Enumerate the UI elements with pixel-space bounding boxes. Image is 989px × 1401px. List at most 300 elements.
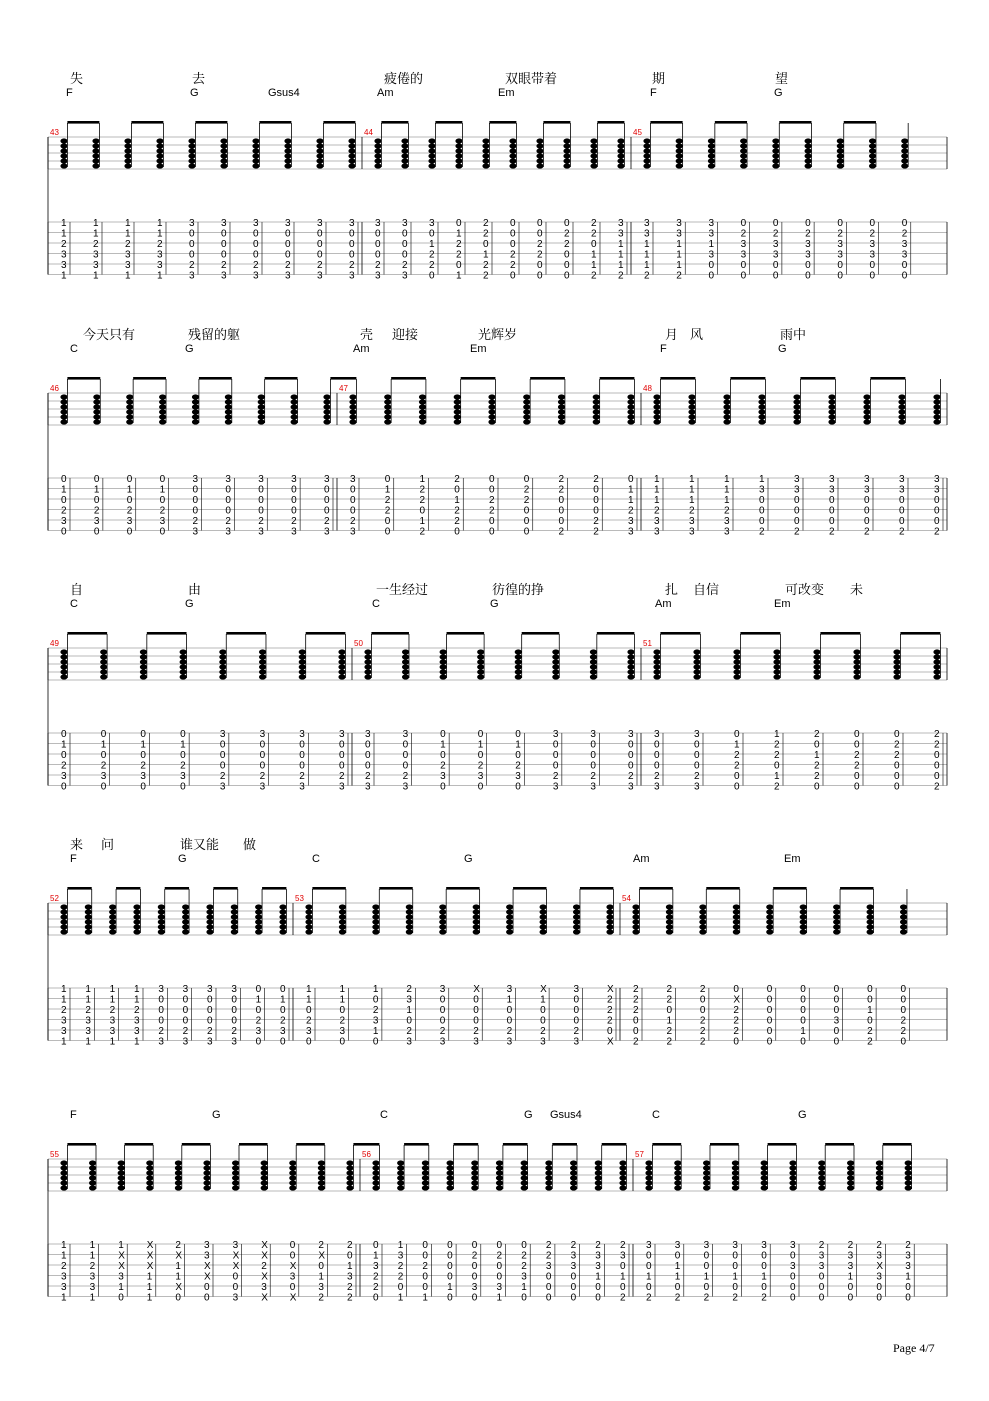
tab-fret-number: 2 (454, 474, 460, 485)
notehead (536, 163, 543, 168)
notehead (536, 148, 543, 153)
page-number: Page 4/7 (893, 1341, 935, 1355)
tab-fret-number: 1 (384, 484, 391, 496)
tab-fret-number: 3 (232, 1292, 239, 1304)
tab-fret-number: 0 (93, 474, 100, 485)
notehead (471, 1175, 478, 1180)
beam (639, 887, 672, 890)
notehead (761, 1160, 768, 1165)
tab-fret-number: 0 (595, 1292, 601, 1304)
tab-fret-number: 0 (521, 1240, 527, 1251)
notehead (552, 664, 559, 669)
notehead (837, 148, 844, 153)
tab-fret-number: 3 (93, 260, 99, 271)
tab-fret-number: 3 (182, 1036, 189, 1048)
tab-fret-number: 0 (794, 505, 800, 517)
tab-fret-number: X (607, 984, 614, 995)
beam (543, 121, 570, 124)
notehead (219, 674, 226, 679)
lyric-text: 残留的躯 (188, 328, 241, 343)
tab-fret-number: 2 (225, 516, 231, 527)
notehead (338, 659, 345, 664)
notehead (252, 143, 259, 148)
tab-fret-number: 2 (847, 1240, 854, 1251)
lyric-text: 来 (70, 838, 84, 853)
tab-fret-number: 1 (85, 994, 91, 1006)
notehead (793, 404, 800, 409)
notehead (348, 153, 355, 158)
tab-fret-number: 0 (590, 760, 596, 772)
notehead (905, 1185, 912, 1190)
tab-fret-number: X (540, 984, 547, 995)
notehead (733, 909, 740, 914)
tab-fret-number: 3 (934, 474, 940, 485)
tab-fret-number: 1 (146, 1292, 153, 1304)
tab-fret-number: 0 (255, 1036, 262, 1048)
notehead (733, 904, 740, 909)
notehead (793, 394, 800, 399)
notehead (627, 664, 634, 669)
tab-fret-number: 3 (654, 781, 660, 793)
tab-fret-number: 0 (854, 771, 860, 782)
notehead (818, 1160, 825, 1165)
tab-fret-number: 2 (419, 484, 426, 496)
tab-fret-number: 0 (258, 495, 264, 506)
notehead (364, 674, 371, 679)
tab-fret-number: 1 (89, 1240, 96, 1251)
tab-fret-number: 2 (618, 270, 624, 282)
notehead (590, 153, 597, 158)
measure-number: 50 (354, 639, 363, 648)
tab-fret-number: 0 (772, 270, 779, 282)
notehead (800, 924, 807, 929)
notehead (261, 1175, 268, 1180)
tab-fret-number: 2 (734, 750, 740, 761)
notehead (372, 924, 379, 929)
tab-fret-number: 0 (694, 739, 700, 751)
notehead (833, 929, 840, 934)
tab-fret-number: 3 (134, 1015, 140, 1027)
tab-fret-number: 3 (689, 516, 695, 527)
notehead (869, 138, 876, 143)
chord-name: G (524, 1109, 533, 1121)
notehead (349, 404, 356, 409)
lyric-text: 疲倦的 (384, 72, 424, 87)
notehead (372, 909, 379, 914)
notehead (773, 654, 780, 659)
notehead (318, 1185, 325, 1190)
tab-fret-number: 0 (558, 516, 565, 527)
notehead (847, 1170, 854, 1175)
notehead (708, 148, 715, 153)
tab-fret-number: 0 (219, 739, 226, 751)
tab-fret-number: 3 (109, 1026, 116, 1037)
notehead (482, 153, 489, 158)
notehead (192, 419, 199, 424)
tab-fret-number: 1 (157, 270, 163, 282)
notehead (219, 659, 226, 664)
tab-fret-number: 2 (620, 1292, 626, 1304)
measure-number: 44 (364, 128, 373, 137)
notehead (339, 924, 346, 929)
notehead (688, 399, 695, 404)
tab-fret-number: 1 (708, 239, 715, 250)
notehead (203, 1180, 210, 1185)
tab-fret-number: 3 (794, 474, 800, 485)
notehead (699, 924, 706, 929)
notehead (291, 404, 298, 409)
tab-fret-number: 2 (306, 1015, 312, 1027)
notehead (536, 138, 543, 143)
notehead (118, 1160, 125, 1165)
tab-fret-number: 0 (447, 1261, 453, 1272)
notehead (318, 1180, 325, 1185)
tab-fret-number: 0 (231, 1015, 237, 1027)
tab-fret-number: 2 (818, 1240, 825, 1251)
notehead (833, 924, 840, 929)
tab-fret-number: 3 (306, 1026, 312, 1037)
notehead (89, 1185, 96, 1190)
tab-fret-number: 0 (761, 1282, 767, 1293)
tab-fret-number: 2 (402, 260, 408, 271)
tab-fret-number: 2 (61, 760, 67, 772)
tab-fret-number: 0 (864, 516, 870, 527)
notehead (206, 914, 213, 919)
tab-fret-number: 2 (397, 1261, 404, 1272)
tab-fret-number: 0 (454, 484, 460, 496)
tab-fret-number: 0 (934, 771, 940, 782)
notehead (156, 148, 163, 153)
tab-fret-number: 1 (761, 1271, 767, 1283)
tab-fret-number: 3 (402, 270, 408, 282)
notehead (60, 138, 67, 143)
notehead (455, 143, 462, 148)
notehead (349, 419, 356, 424)
tab-fret-number: 3 (285, 218, 291, 229)
notehead (723, 399, 730, 404)
beam (800, 377, 835, 380)
beam (740, 632, 780, 635)
tab-fret-number: 1 (689, 484, 695, 496)
notehead (124, 153, 131, 158)
notehead (419, 414, 426, 419)
notehead (232, 1165, 239, 1170)
tab-fret-number: 2 (456, 249, 462, 261)
notehead (515, 659, 522, 664)
tab-fret-number: 3 (225, 474, 231, 485)
tab-fret-number: 1 (732, 1271, 738, 1283)
notehead (440, 649, 447, 654)
tab-fret-number: 2 (483, 270, 489, 282)
notehead (653, 414, 660, 419)
tab-fret-number: 0 (118, 1292, 124, 1304)
tab-fret-number: 0 (894, 760, 900, 772)
chord-name: F (70, 853, 77, 865)
notehead (693, 664, 700, 669)
notehead (627, 654, 634, 659)
tab-fret-number: 2 (134, 1005, 140, 1016)
notehead (645, 1160, 652, 1165)
notehead (676, 148, 683, 153)
notehead (261, 1170, 268, 1175)
notehead (60, 924, 67, 929)
tab-fret-number: 2 (628, 505, 634, 517)
notehead (188, 163, 195, 168)
notehead (570, 1185, 577, 1190)
tab-fret-number: 1 (100, 739, 107, 751)
tab-fret-number: 0 (158, 1005, 164, 1016)
tab-fret-number: 1 (654, 495, 660, 506)
notehead (818, 1170, 825, 1175)
tab-fret-number: 3 (772, 249, 779, 261)
beam (67, 377, 100, 380)
notehead (558, 404, 565, 409)
chord-name: G (185, 598, 194, 610)
notehead (813, 659, 820, 664)
notehead (733, 664, 740, 669)
notehead (837, 138, 844, 143)
notehead (643, 138, 650, 143)
notehead (740, 138, 747, 143)
tab-fret-number: 1 (724, 474, 730, 485)
notehead (477, 664, 484, 669)
tab-fret-number: 2 (350, 516, 356, 527)
tab-fret-number: 3 (694, 781, 700, 793)
tab-fret-number: 2 (814, 760, 820, 772)
notehead (402, 664, 409, 669)
chord-name: F (660, 343, 667, 355)
notehead (627, 674, 634, 679)
tab-fret-number: 1 (61, 1292, 67, 1304)
tab-fret-number: 1 (644, 239, 650, 250)
notehead (92, 163, 99, 168)
chord-name: G (464, 853, 473, 865)
tab-fret-number: 2 (255, 1015, 262, 1027)
tab-fret-number: 3 (285, 270, 291, 282)
beam (840, 887, 873, 890)
tab-fret-number: 3 (620, 1250, 626, 1262)
tab-fret-number: 3 (61, 260, 67, 271)
tab-fret-number: 1 (644, 260, 650, 271)
tab-fret-number: 0 (573, 1005, 580, 1016)
tab-fret-number: 3 (864, 474, 870, 485)
tab-fret-number: 1 (134, 984, 140, 995)
tab-fret-number: 2 (140, 760, 146, 772)
notehead (180, 654, 187, 659)
notehead (85, 904, 92, 909)
notehead (617, 158, 624, 163)
tab-fret-number: 2 (573, 1026, 580, 1037)
notehead (617, 138, 624, 143)
notehead (182, 919, 189, 924)
notehead (893, 659, 900, 664)
tab-fret-number: 0 (766, 994, 773, 1006)
tab-fret-number: 3 (258, 526, 264, 538)
notehead (175, 1165, 182, 1170)
tab-fret-number: 0 (552, 739, 559, 751)
notehead (258, 419, 265, 424)
tab-fret-number: 0 (483, 239, 489, 250)
notehead (545, 1165, 552, 1170)
tab-fret-number: 0 (253, 249, 259, 261)
tab-fret-number: 0 (285, 249, 291, 261)
tab-fret-number: 1 (347, 1261, 353, 1272)
beam (116, 887, 140, 890)
notehead (471, 1185, 478, 1190)
notehead (323, 404, 330, 409)
tab-fret-number: 2 (867, 1036, 873, 1048)
notehead (619, 1160, 626, 1165)
notehead (220, 163, 227, 168)
tab-fret-number: 0 (373, 1240, 379, 1251)
notehead (733, 649, 740, 654)
tab-fret-number: 0 (521, 1292, 527, 1304)
tab-fret-number: 1 (61, 270, 67, 282)
tab-fret-number: 0 (573, 994, 580, 1006)
tab-fret-number: 0 (595, 1282, 601, 1293)
chord-name: G (178, 853, 187, 865)
tab-fret-number: 0 (180, 729, 186, 740)
notehead (653, 649, 660, 654)
tab-fret-number: 3 (790, 1240, 796, 1251)
tab-fret-number: 0 (564, 260, 570, 271)
notehead (422, 1185, 429, 1190)
beam (67, 632, 107, 635)
lyric-text: 双眼带着 (505, 72, 558, 87)
tab-fret-number: 0 (759, 505, 765, 517)
tab-fret-number: 3 (818, 1261, 825, 1272)
notehead (159, 414, 166, 419)
notehead (146, 1170, 153, 1175)
tab-fret-number: 2 (644, 270, 650, 282)
notehead (397, 1160, 404, 1165)
notehead (422, 1160, 429, 1165)
tab-fret-number: 1 (125, 270, 131, 282)
tab-fret-number: 2 (564, 228, 570, 240)
notehead (506, 929, 513, 934)
tab-fret-number: 0 (800, 1036, 806, 1048)
notehead (159, 394, 166, 399)
tab-fret-number: 0 (219, 750, 226, 761)
tab-fret-number: 2 (61, 239, 67, 250)
notehead (905, 1180, 912, 1185)
notehead (346, 1170, 353, 1175)
notehead (60, 654, 67, 659)
notehead (279, 919, 286, 924)
chord-name: F (70, 1109, 77, 1121)
notehead (231, 904, 238, 909)
notehead (676, 163, 683, 168)
notehead (699, 909, 706, 914)
tab-fret-number: 0 (814, 781, 820, 793)
notehead (156, 163, 163, 168)
tab-fret-number: 0 (299, 750, 305, 761)
notehead (206, 919, 213, 924)
tab-fret-number: 1 (618, 260, 624, 271)
beam (379, 887, 412, 890)
tab-fret-number: 0 (899, 505, 905, 517)
tab-fret-number: 0 (523, 474, 530, 485)
tab-fret-number: 2 (515, 760, 521, 772)
notehead (676, 153, 683, 158)
tab-fret-number: 3 (869, 239, 876, 250)
tab-fret-number: 0 (159, 495, 166, 506)
notehead (372, 1185, 379, 1190)
beam (825, 1143, 854, 1146)
tab-fret-number: 0 (537, 218, 543, 229)
tab-fret-number: 0 (471, 1292, 478, 1304)
tab-fret-number: 1 (93, 218, 99, 229)
tab-fret-number: 2 (496, 1250, 503, 1262)
tab-fret-number: 0 (402, 228, 408, 240)
tab-fret-number: 3 (324, 526, 330, 538)
notehead (255, 914, 262, 919)
notehead (590, 163, 597, 168)
notehead (540, 929, 547, 934)
notehead (232, 1185, 239, 1190)
notehead (761, 1180, 768, 1185)
tab-fret-number: 0 (901, 260, 908, 271)
notehead (847, 1180, 854, 1185)
tab-fret-number: 0 (375, 228, 381, 240)
tab-fret-number: 0 (489, 526, 495, 538)
lyric-text: 期 (652, 72, 666, 87)
tab-fret-number: 1 (125, 228, 131, 240)
notehead (92, 143, 99, 148)
tab-fret-number: 3 (545, 1261, 552, 1272)
tab-fret-number: 2 (406, 984, 412, 995)
notehead (674, 1165, 681, 1170)
notehead (653, 669, 660, 674)
notehead (109, 904, 116, 909)
notehead (219, 654, 226, 659)
tab-fret-number: 3 (317, 218, 323, 229)
beam (650, 121, 682, 124)
measure-number: 56 (362, 1150, 371, 1159)
tab-fret-number: 3 (397, 1250, 404, 1262)
notehead (225, 399, 232, 404)
beam (404, 1143, 429, 1146)
notehead (156, 153, 163, 158)
tab-fret-number: 0 (593, 505, 599, 517)
tab-fret-number: X (232, 1261, 240, 1272)
tab-fret-number: 0 (674, 1282, 681, 1293)
tab-fret-number: 3 (790, 1261, 796, 1272)
tab-fret-number: 2 (157, 239, 163, 250)
tab-fret-number: 0 (231, 994, 237, 1006)
tab-fret-number: 0 (375, 239, 381, 250)
notehead (60, 394, 67, 399)
notehead (259, 659, 266, 664)
notehead (316, 153, 323, 158)
notehead (372, 1170, 379, 1175)
notehead (60, 1170, 67, 1175)
lyric-text: 彷徨的挣 (492, 583, 545, 598)
tab-fret-number: 2 (654, 505, 660, 517)
notehead (364, 659, 371, 664)
notehead (593, 419, 600, 424)
tab-fret-number: 0 (397, 1282, 404, 1293)
tab-fret-number: 2 (558, 474, 565, 485)
notehead (732, 1180, 739, 1185)
notehead (674, 1175, 681, 1180)
tab-fret-number: 1 (591, 260, 597, 271)
notehead (893, 664, 900, 669)
notehead (279, 924, 286, 929)
beam (125, 1143, 154, 1146)
tab-fret-number: 2 (934, 739, 940, 751)
tab-fret-number: 0 (899, 516, 905, 527)
